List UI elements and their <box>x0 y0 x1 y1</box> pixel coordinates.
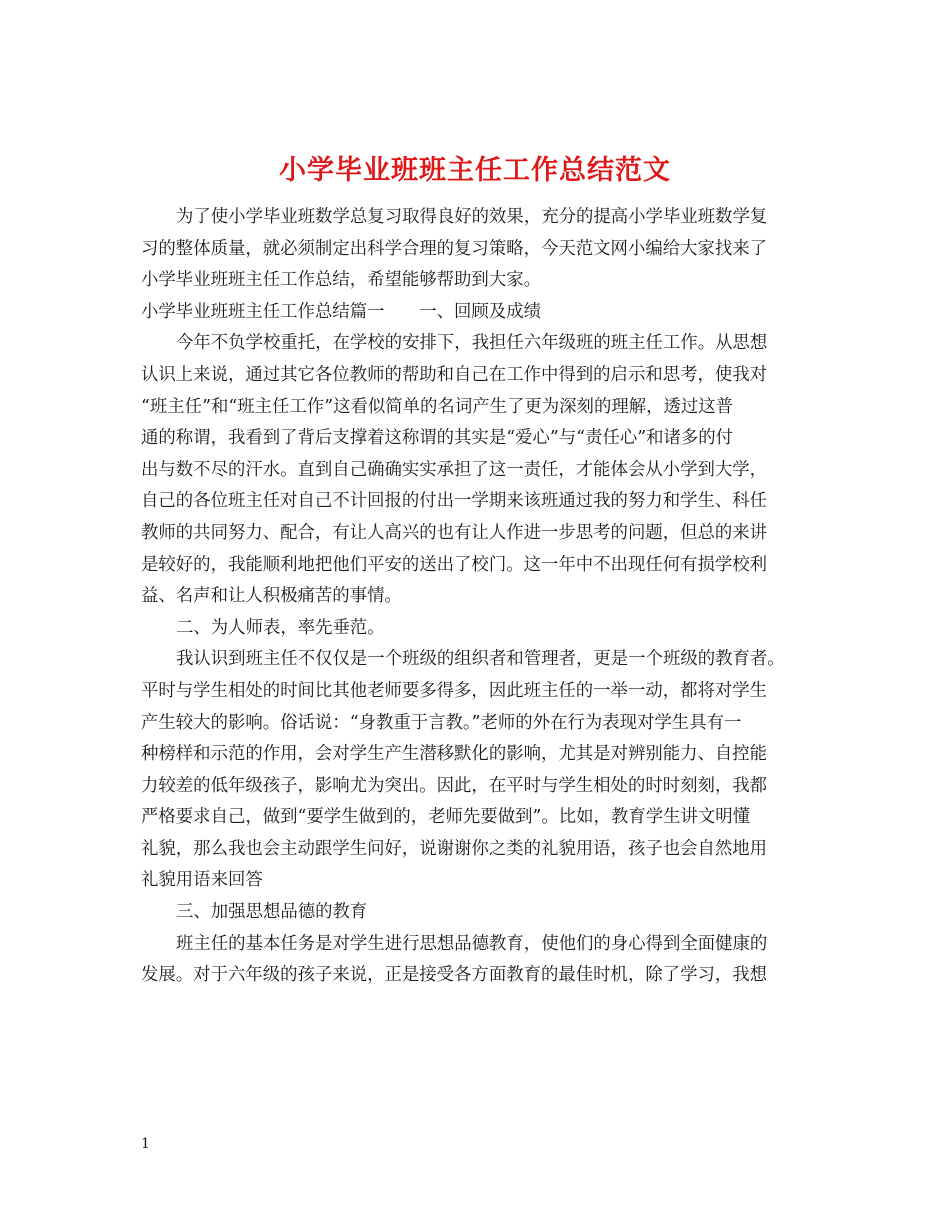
text-line: 我认识到班主任不仅仅是一个班级的组织者和管理者，更是一个班级的教育者。 <box>176 649 785 670</box>
text-line: 种榜样和示范的作用，会对学生产生潜移默化的影响，尤其是对辨别能力、自控能 <box>141 744 768 765</box>
text-line: 习的整体质量，就必须制定出科学合理的复习策略，今天范文网小编给大家找来了 <box>141 238 768 259</box>
text-line: 严格要求自己，做到“要学生做到的，老师先要做到”。比如，教育学生讲文明懂 <box>141 807 751 828</box>
text-line: 为了使小学毕业班数学总复习取得良好的效果，充分的提高小学毕业班数学复 <box>176 207 768 227</box>
text-line: 教师的共同努力、配合，有让人高兴的也有让人作进一步思考的问题，但总的来讲 <box>141 522 768 543</box>
text-line: 小学毕业班班主任工作总结，希望能够帮助到大家。 <box>141 270 541 291</box>
text-line: 产生较大的影响。俗话说：“身教重于言教。”老师的外在行为表现对学生具有一 <box>141 712 742 733</box>
text-line: 认识上来说，通过其它各位教师的帮助和自己在工作中得到的启示和思考，使我对 <box>141 364 768 385</box>
document-title: 小学毕业班班主任工作总结范文 <box>279 155 671 187</box>
text-line: 出与数不尽的汗水。直到自己确确实实承担了这一责任，才能体会从小学到大学， <box>141 459 768 480</box>
text-line: 益、名声和让人积极痛苦的事情。 <box>141 586 402 607</box>
text-line: 力较差的低年级孩子，影响尤为突出。因此，在平时与学生相处的时时刻刻，我都 <box>141 775 768 796</box>
text-line: “班主任”和“班主任工作”这看似简单的名词产生了更为深刻的理解，透过这普 <box>141 396 734 417</box>
text-line: 发展。对于六年级的孩子来说，正是接受各方面教育的最佳时机，除了学习，我想 <box>141 965 768 986</box>
page-number: 1 <box>141 1136 150 1152</box>
text-line: 班主任的基本任务是对学生进行思想品德教育，使他们的身心得到全面健康的 <box>176 933 768 954</box>
text-line: 通的称谓，我看到了背后支撑着这称谓的其实是“爱心”与“责任心”和诸多的付 <box>141 428 734 449</box>
text-line: 自己的各位班主任对自己不计回报的付出一学期来该班通过我的努力和学生、科任 <box>141 491 768 512</box>
section-heading: 三、加强思想品德的教育 <box>176 902 368 923</box>
text-line: 礼貌，那么我也会主动跟学生问好，说谢谢你之类的礼貌用语，孩子也会自然地用 <box>141 838 768 859</box>
text-line: 是较好的，我能顺利地把他们平安的送出了校门。这一年中不出现任何有损学校利 <box>141 554 768 575</box>
document-body <box>141 202 821 992</box>
text-line: 礼貌用语来回答 <box>141 870 263 891</box>
text-line: 今年不负学校重托，在学校的安排下，我担任六年级班的班主任工作。从思想 <box>176 333 768 354</box>
section-heading: 二、为人师表，率先垂范。 <box>176 617 385 638</box>
section-heading-line: 小学毕业班班主任工作总结篇一 一、回顾及成绩 <box>141 301 541 322</box>
text-line: 平时与学生相处的时间比其他老师要多得多，因此班主任的一举一动，都将对学生 <box>141 680 768 701</box>
